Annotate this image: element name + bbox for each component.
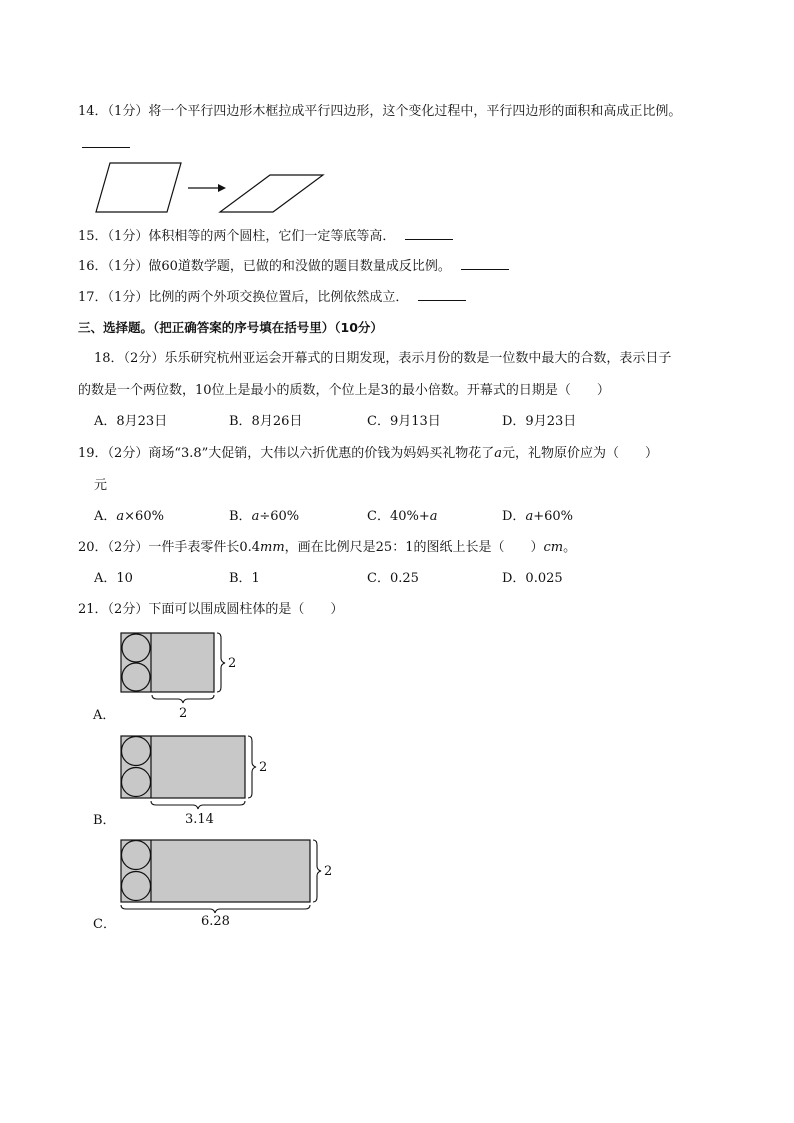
q19-option-a-rest: ×60% xyxy=(124,509,164,524)
figure-b-circle-top xyxy=(122,737,151,766)
q17-answer-blank[interactable] xyxy=(418,288,466,301)
q19-option-b-var: a xyxy=(251,509,260,524)
q17-text: 比例的两个外项交换位置后，比例依然成立． xyxy=(148,290,409,305)
q20-text-a: 20．（2分）一件手表零件长0.4 xyxy=(78,540,260,555)
q18-line2: 的数是一个两位数，10位上是最小的质数，个位上是3的最小倍数。开幕式的日期是（ ） xyxy=(78,383,610,398)
q20-line xyxy=(78,539,576,557)
q21-option-a[interactable]: A． xyxy=(93,708,116,723)
q15-number: 15． xyxy=(78,229,108,244)
figure-c-height-label: 2 xyxy=(324,864,333,879)
figure-c-height-brace xyxy=(313,840,321,902)
figure-a-width-label: 2 xyxy=(179,706,188,721)
figure-a-width-brace xyxy=(152,695,214,703)
figure-a-height-brace xyxy=(217,633,225,692)
parallelogram-figure xyxy=(90,160,340,220)
figure-c-circle-bottom xyxy=(122,872,151,901)
q21-option-c[interactable]: C． xyxy=(93,917,116,932)
q18-option-c[interactable]: C．9月13日 xyxy=(367,414,441,429)
figure-b-height-brace xyxy=(248,736,256,798)
q19-text-a: 19．（2分）商场“3.8”大促销，大伟以六折优惠的价钱为妈妈买礼物花了 xyxy=(78,446,495,461)
q15-text: 体积相等的两个圆柱，它们一定等底等高． xyxy=(148,229,396,244)
parallelogram-original xyxy=(96,163,181,212)
q19-option-d[interactable] xyxy=(502,508,573,526)
question-16 xyxy=(78,257,509,276)
q19-option-b-label: B． xyxy=(229,509,252,524)
q19-text-b: 元，礼物原价应为（ ） xyxy=(502,446,659,461)
q19-variable: a xyxy=(494,446,503,461)
q19-line2: 元 xyxy=(94,478,108,493)
q19-option-a-var: a xyxy=(116,509,125,524)
q17-number: 17． xyxy=(78,290,108,305)
figure-a-circle-top xyxy=(122,634,150,662)
q19-option-c[interactable] xyxy=(367,508,438,526)
q19-option-d-var: a xyxy=(525,509,534,524)
q20-option-c[interactable]: C．0.25 xyxy=(367,571,419,586)
q19-option-b[interactable] xyxy=(229,508,299,526)
q21-figure-b xyxy=(118,733,278,829)
q21-figure-c xyxy=(118,837,348,933)
figure-b-width-brace xyxy=(151,801,245,809)
figure-c-circle-top xyxy=(122,841,151,870)
q15-answer-blank[interactable] xyxy=(405,227,453,240)
q16-score: （1分） xyxy=(107,259,149,274)
q19-option-c-label: C．40%+ xyxy=(367,509,430,524)
q20-text-b: ，画在比例尺是25：1的图纸上长是（ ） xyxy=(284,540,544,555)
figure-a-height-label: 2 xyxy=(228,656,237,671)
q16-number: 16． xyxy=(78,259,108,274)
q20-option-a[interactable]: A．10 xyxy=(94,571,133,586)
q17-score: （1分） xyxy=(107,290,149,305)
q14-number: 14． xyxy=(78,104,108,119)
q19-option-a-label: A． xyxy=(94,509,117,524)
figure-b-width-label: 3.14 xyxy=(185,812,214,827)
q14-answer-blank[interactable] xyxy=(82,135,130,154)
parallelogram-stretched xyxy=(220,175,323,212)
q19-option-a[interactable] xyxy=(94,508,164,526)
q20-option-b[interactable]: B．1 xyxy=(229,571,260,586)
q14-text: 将一个平行四边形木框拉成平行四边形，这个变化过程中，平行四边形的面积和高成正比例。 xyxy=(148,104,682,119)
q18-option-a[interactable]: A．8月23日 xyxy=(94,414,168,429)
q20-option-d[interactable]: D．0.025 xyxy=(502,571,563,586)
q21-line: 21．（2分）下面可以围成圆柱体的是（ ） xyxy=(78,602,344,617)
q20-text-c: 。 xyxy=(563,540,577,555)
question-15 xyxy=(78,227,453,246)
figure-c-width-brace xyxy=(121,905,310,913)
q16-answer-blank[interactable] xyxy=(461,257,509,270)
q18-line1: 18．（2分）乐乐研究杭州亚运会开幕式的日期发现，表示月份的数是一位数中最大的合数，表示日子 xyxy=(94,351,672,366)
figure-a-circle-bottom xyxy=(122,663,150,691)
q21-figure-a xyxy=(118,630,248,722)
q20-unit-cm: cm xyxy=(543,540,564,555)
question-14 xyxy=(78,103,681,121)
figure-b-height-label: 2 xyxy=(259,760,268,775)
q16-text: 做60道数学题，已做的和没做的题目数量成反比例。 xyxy=(148,259,451,274)
q20-unit-mm: mm xyxy=(260,540,285,555)
q19-option-b-rest: ÷60% xyxy=(259,509,300,524)
arrow-head-icon xyxy=(218,184,226,192)
section-3-heading: 三、选择题。（把正确答案的序号填在括号里）（10分） xyxy=(78,320,383,335)
q14-score: （1分） xyxy=(107,104,149,119)
q21-option-b[interactable]: B． xyxy=(93,813,116,828)
q19-option-d-rest: +60% xyxy=(533,509,573,524)
q19-option-d-label: D． xyxy=(502,509,526,524)
q19-option-c-var: a xyxy=(429,509,438,524)
question-17 xyxy=(78,288,466,307)
q15-score: （1分） xyxy=(107,229,149,244)
figure-c-width-label: 6.28 xyxy=(201,914,230,929)
q18-option-d[interactable]: D．9月23日 xyxy=(502,414,577,429)
figure-b-circle-bottom xyxy=(122,768,151,797)
q19-line1 xyxy=(78,445,658,463)
q18-option-b[interactable]: B．8月26日 xyxy=(229,414,303,429)
